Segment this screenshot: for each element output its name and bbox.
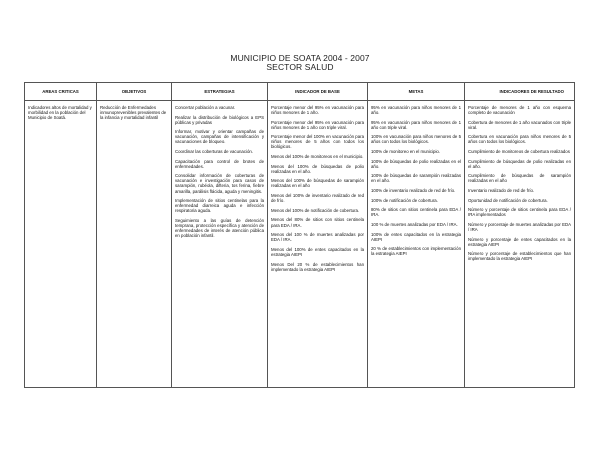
cell-indicadores-de-resultado <box>465 101 575 388</box>
list-item: 100 % de muertes analizadas por EDA / IRA. <box>371 222 458 228</box>
list-item: Indicadores altos de mortalidad y morbilidad en la población del Municipio de Soatá. <box>28 105 92 121</box>
list-item: Cumplimiento de búsquedas de sarampión realizadas en el año <box>468 173 571 184</box>
list-item: 100% de entes capacitados en la estrategia AIEPI <box>371 231 461 242</box>
list-item: Menos del 100% de búsquedas de sarampión realizadas en el año <box>271 178 364 189</box>
list-item: Concertar población a vacunar. <box>175 105 236 110</box>
list-item: 100% de notificación de cobertura. <box>371 197 438 203</box>
list-item: Número y porcentaje de muertes analizadas por EDA / IRA <box>468 222 571 233</box>
cell-metas <box>368 101 465 388</box>
list-item: Número y porcentaje de entes capacitados en la estrategia AIEPI <box>468 236 571 247</box>
list-item: 100% de búsquedas de sarampión realizadas en el año. <box>371 173 461 184</box>
health-sector-table <box>24 82 575 388</box>
list-item: 80% de sitios con sitios centinela para EDA / IRA. <box>371 207 461 218</box>
list-item: Menos del 100% de búsquedas de polio realizadas en el año. <box>271 163 364 174</box>
list-item: Menos del 100% de entes capacitados en la estrategia AIEPI <box>271 246 364 257</box>
list-item: Capacitación para control de brotes de enfermedades. <box>175 158 264 169</box>
cell-indicador-de-base <box>268 101 368 388</box>
list-item: 20 % de establecimientos con implementación la estrategia AIEPI <box>371 246 461 257</box>
list-item: 100% de inventario realizado de red de frío. <box>371 188 456 194</box>
list-item: Número y porcentaje de establecimientos que han implementado la estrategia AIEPI <box>468 251 571 262</box>
list-item: Seguimiento a las guías de detención temprana, protección específica y atención de enfermedades de interés de atención pública en población infantil. <box>175 217 264 239</box>
list-item: Oportunidad de notificación de cobertura. <box>468 197 548 203</box>
header-areas-criticas: AREAS CRITICAS <box>25 83 97 101</box>
table-header-row <box>25 83 575 101</box>
list-item: 95% en vacunación para niños menores de 1 año. <box>371 105 461 116</box>
list-item: 100% en vacunación para niños menores de 5 años con todos los biológicos. <box>371 134 461 145</box>
list-item: 95% en vacunación para niños menores de 1 año con triple viral. <box>371 119 461 130</box>
list-item: Menos del 100% de inventario realizado de red de frío. <box>271 193 364 204</box>
list-item: Cumplimiento de monitoreos de cobertura realizados <box>468 149 570 155</box>
list-item: Informar, motivar y orientar campañas de vacunación, campañas de intensificación y vacunaciones de bloqueo. <box>175 129 264 145</box>
list-item: Porcentaje menor del 95% en vacunación para niños menores de 1 año con triple viral. <box>271 119 364 130</box>
header-indicadores-de-resultado: INDICADORES DE RESULTADO <box>465 83 575 101</box>
list-item: Número y porcentaje de sitios centinela para EDA / IRA implementados <box>468 207 571 218</box>
list-item: Menos del 80% de sitios con sitios centinela para EDA / IRA. <box>271 217 364 228</box>
list-item: Porcentaje de menores de 1 año con esquema completo de vacunación <box>468 105 571 116</box>
list-item: Cobertura en vacunación para niños menores de 5 años con todos los biológicos. <box>468 134 571 145</box>
document-title: MUNICIPIO DE SOATA 2004 - 2007 <box>230 53 370 63</box>
list-item: Cobertura de menores de 1 año vacunados con triple viral. <box>468 119 571 130</box>
header-indicador-de-base: INDICADOR DE BASE <box>268 83 368 101</box>
list-item: 100% de monitoreo en el municipio. <box>371 149 441 155</box>
cell-estrategias <box>172 101 268 388</box>
list-item: Cumplimiento de búsquedas de polio realizadas en el año. <box>468 158 571 169</box>
list-item: Porcentaje menor del 100% en vacunación para niños menores de 5 años con todos los biológicos. <box>271 134 364 150</box>
table-row <box>25 101 575 388</box>
list-item: Menos del 100% de notificación de cobertura. <box>271 207 360 213</box>
list-item: Consolidar información de coberturas de vacunación e investigación para casos de sarampión, rubéola, difteria, tos ferina, fiebre amarilla, parálisis flácida, aguda y meningitis. <box>175 173 264 194</box>
header-estrategias: ESTRATEGIAS <box>172 83 268 101</box>
list-item: Reducción de Enfermedades inmunoprevenibles prevalentes de la infancia y mortalidad infantil <box>100 105 167 121</box>
cell-objetivos <box>97 101 172 388</box>
list-item: Implementación de sitios centinelas para la enfermedad diarreica aguda e infección respiratoria aguda. <box>175 198 264 214</box>
list-item: 100% de búsquedas de polio realizadas en el año. <box>371 158 461 169</box>
header-objetivos: OBJETIVOS <box>97 83 172 101</box>
cell-areas-criticas <box>25 101 97 388</box>
header-metas: METAS <box>368 83 465 101</box>
list-item: Inventario realizado de red de frío. <box>468 188 535 194</box>
list-item: Menos del 100 % de muertes analizadas por EDA / IRA. <box>271 232 364 243</box>
list-item: Menos Del 20 % de establecimientos han implementado la estrategia AIEPI <box>271 261 364 272</box>
document-subtitle: SECTOR SALUD <box>266 62 334 72</box>
list-item: Porcentaje menor del 95% en vacunación para niños menores de 1 año. <box>271 105 364 116</box>
list-item: Realizar la distribución de biológicos a EPS públicas y privadas <box>175 114 264 125</box>
list-item: Menos del 100% de monitoreos en el municipio. <box>271 154 364 160</box>
list-item: Coordinar las coberturas de vacunación. <box>175 149 253 155</box>
